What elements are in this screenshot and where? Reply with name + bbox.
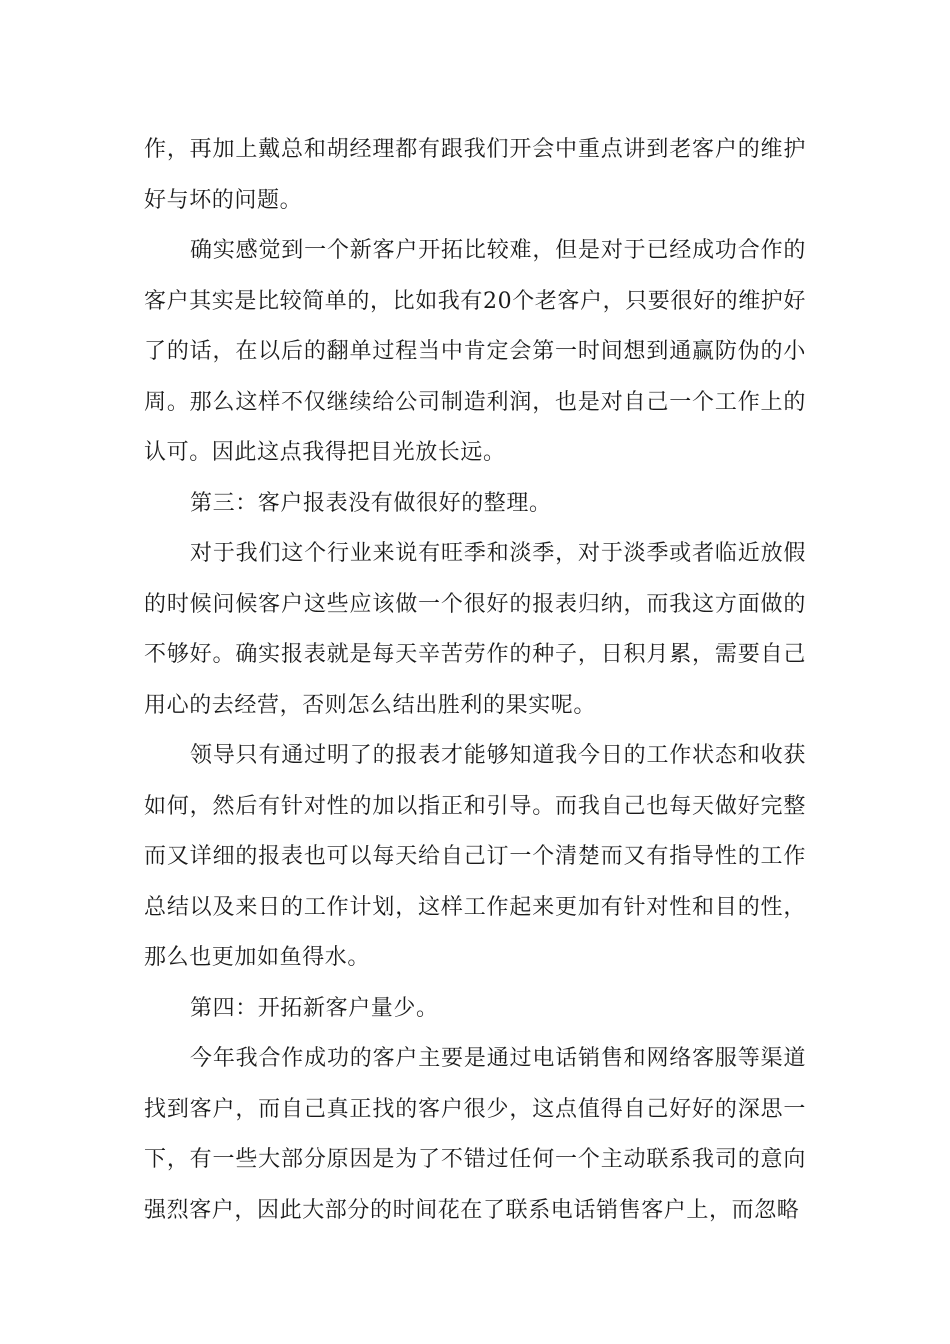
paragraph-7: 今年我合作成功的客户主要是通过电话销售和网络客服等渠道找到客户，而自己真正找的客户很少，这点值得自己好好的深思一下，有一些大部分原因是为了不错过任何一个主动联系我司的意向强烈客户，因此大部分的时间花在了联系电话销售客户上，而忽略 <box>144 1046 806 1223</box>
paragraph-4: 对于我们这个行业来说有旺季和淡季，对于淡季或者临近放假的时候问候客户这些应该做一个很好的报表归纳，而我这方面做的不够好。确实报表就是每天辛苦劳作的种子，日积月累，需要自己用心的去经营，否则怎么结出胜利的果实呢。 <box>144 541 806 718</box>
paragraph-1: 作，再加上戴总和胡经理都有跟我们开会中重点讲到老客户的维护好与坏的问题。 <box>144 137 806 213</box>
paragraph-heading-3: 第三：客户报表没有做很好的整理。 <box>190 490 552 516</box>
document-body <box>144 125 806 1236</box>
paragraph-5: 领导只有通过明了的报表才能够知道我今日的工作状态和收获如何，然后有针对性的加以指正和引导。而我自己也每天做好完整而又详细的报表也可以每天给自己订一个清楚而又有指导性的工作总结以及来日的工作计划，这样工作起来更加有针对性和目的性，那么也更加如鱼得水。 <box>144 743 806 970</box>
paragraph-2: 确实感觉到一个新客户开拓比较难，但是对于已经成功合作的客户其实是比较简单的，比如我有20个老客户，只要很好的维护好了的话，在以后的翻单过程当中肯定会第一时间想到通赢防伪的小周。那么这样不仅继续给公司制造利润，也是对自己一个工作上的认可。因此这点我得把目光放长远。 <box>144 238 806 465</box>
paragraph-heading-4: 第四：开拓新客户量少。 <box>190 995 439 1021</box>
